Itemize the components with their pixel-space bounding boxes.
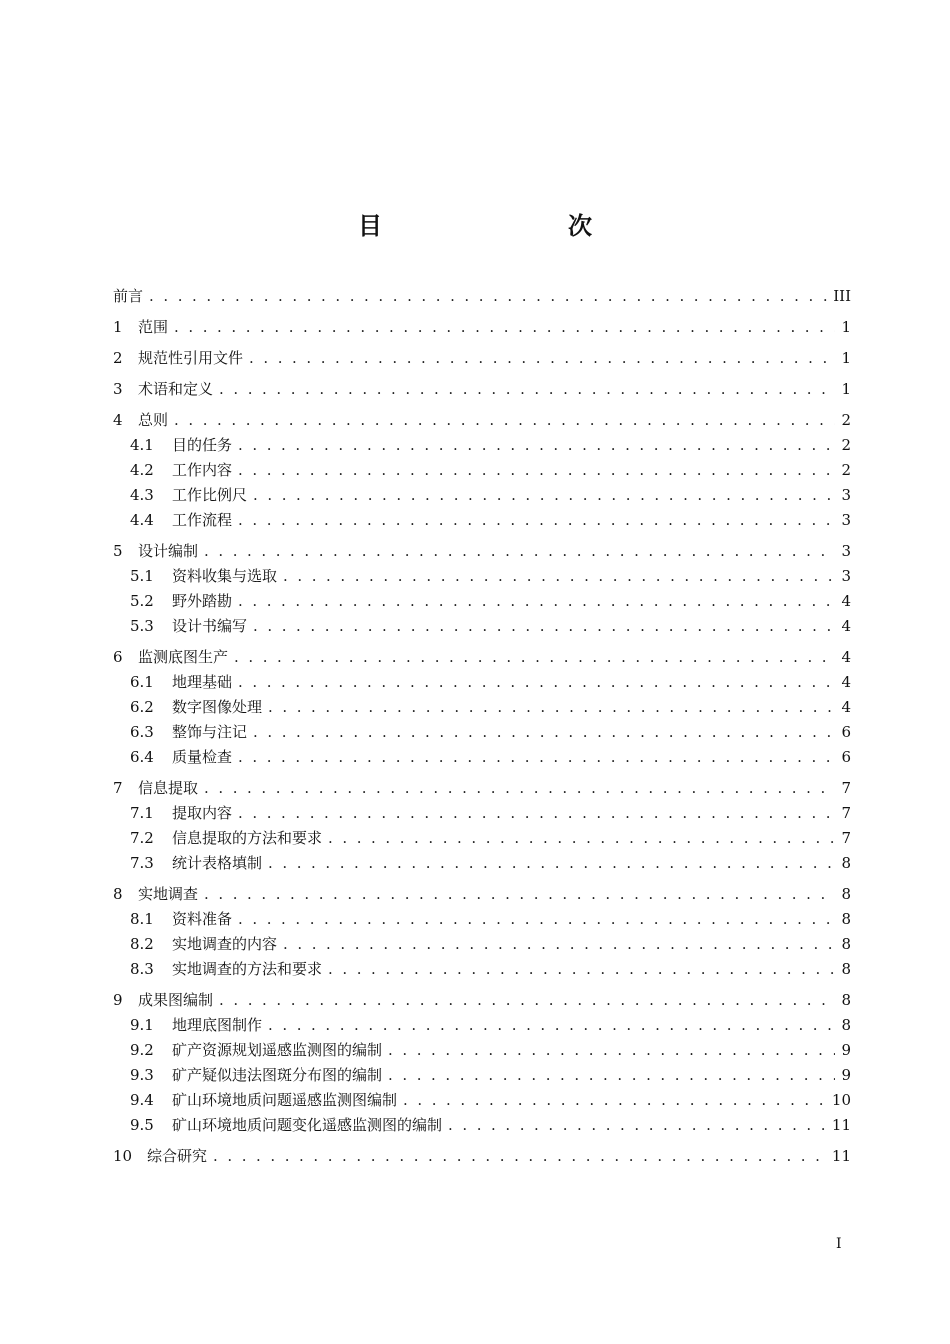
toc-entry[interactable] <box>113 408 851 433</box>
toc-entry-label: 矿产资源规划遥感监测图的编制 <box>172 1041 383 1059</box>
toc-entry-page: 8 <box>841 854 851 872</box>
dot-leader <box>253 483 835 508</box>
toc-entry-page: 9 <box>841 1066 851 1084</box>
dot-leader <box>234 645 835 670</box>
toc-entry-number: 4 <box>113 411 123 429</box>
toc-entry-number: 5.3 <box>130 617 154 635</box>
toc-entry-page: 4 <box>841 648 851 666</box>
toc-entry-number: 5.2 <box>130 592 154 610</box>
toc-entry-number: 3 <box>113 380 123 398</box>
toc-entry-number: 6.1 <box>130 673 154 691</box>
dot-leader <box>448 1113 826 1138</box>
toc-entry-number: 9.3 <box>130 1066 154 1084</box>
toc-entry[interactable] <box>113 1038 851 1063</box>
toc-entry-label: 工作内容 <box>172 461 233 479</box>
toc-entry[interactable] <box>113 539 851 564</box>
toc-entry-label: 野外踏勘 <box>172 592 233 610</box>
toc-entry[interactable] <box>113 882 851 907</box>
toc-entry[interactable] <box>113 433 851 458</box>
toc-entry-number: 9 <box>113 991 123 1009</box>
toc-entry-label: 矿山环境地质问题变化遥感监测图的编制 <box>172 1116 443 1134</box>
toc-entry-page: 8 <box>841 960 851 978</box>
dot-leader <box>204 776 835 801</box>
toc-entry-label: 统计表格填制 <box>172 854 263 872</box>
dot-leader <box>238 433 835 458</box>
toc-entry-page: 6 <box>841 723 851 741</box>
toc-entry-label: 设计编制 <box>138 542 199 560</box>
toc-entry-number: 9.2 <box>130 1041 154 1059</box>
toc-entry[interactable] <box>113 826 851 851</box>
toc-entry-number: 5.1 <box>130 567 154 585</box>
toc-entry-label: 信息提取的方法和要求 <box>172 829 323 847</box>
toc-entry-number: 7 <box>113 779 123 797</box>
toc-entry-number: 5 <box>113 542 123 560</box>
dot-leader <box>388 1038 835 1063</box>
toc-entry[interactable] <box>113 589 851 614</box>
toc-entry[interactable] <box>113 1113 851 1138</box>
toc-entry-page: 3 <box>841 542 851 560</box>
toc-entry-page: 7 <box>841 804 851 822</box>
toc-entry-number: 4.2 <box>130 461 154 479</box>
toc-entry-page: 3 <box>841 567 851 585</box>
toc-entry-number: 10 <box>113 1147 133 1165</box>
dot-leader <box>388 1063 835 1088</box>
dot-leader <box>253 614 835 639</box>
toc-entry-label: 质量检查 <box>172 748 233 766</box>
toc-entry-number: 6.4 <box>130 748 154 766</box>
toc-entry-page: 8 <box>841 935 851 953</box>
toc-entry[interactable] <box>113 932 851 957</box>
toc-entry-page: 4 <box>841 617 851 635</box>
toc-entry-page: 11 <box>831 1116 851 1134</box>
toc-entry-number: 9.1 <box>130 1016 154 1034</box>
dot-leader <box>204 539 835 564</box>
toc-entry[interactable] <box>113 957 851 982</box>
toc-entry-label: 资料准备 <box>172 910 233 928</box>
toc-entry-label: 规范性引用文件 <box>138 349 244 367</box>
toc-entry-number: 1 <box>113 318 123 336</box>
dot-leader <box>403 1088 826 1113</box>
toc-entry[interactable] <box>113 720 851 745</box>
toc-entry-label: 目的任务 <box>172 436 233 454</box>
toc-entry-number: 8.2 <box>130 935 154 953</box>
dot-leader <box>213 1144 826 1169</box>
dot-leader <box>149 284 827 309</box>
toc-entry-number: 6.2 <box>130 698 154 716</box>
toc-entry-page: III <box>833 287 851 305</box>
toc-entry[interactable] <box>113 1088 851 1113</box>
dot-leader <box>238 801 835 826</box>
toc-entry-page: 2 <box>841 411 851 429</box>
toc-entry[interactable] <box>113 801 851 826</box>
toc-entry-number: 7.3 <box>130 854 154 872</box>
toc-entry-page: 8 <box>841 885 851 903</box>
toc-entry-label: 工作比例尺 <box>172 486 248 504</box>
toc-entry-label: 设计书编写 <box>172 617 248 635</box>
toc-entry-page: 9 <box>841 1041 851 1059</box>
toc-entry-page: 1 <box>841 349 851 367</box>
toc-entry-label: 综合研究 <box>147 1147 208 1165</box>
toc-entry[interactable] <box>113 483 851 508</box>
page-number: I <box>836 1236 842 1252</box>
toc-entry[interactable] <box>113 346 851 371</box>
dot-leader <box>268 851 835 876</box>
dot-leader <box>219 988 835 1013</box>
toc-entry-label: 矿产疑似违法图斑分布图的编制 <box>172 1066 383 1084</box>
toc-entry-number: 4.4 <box>130 511 154 529</box>
dot-leader <box>249 346 835 371</box>
dot-leader <box>328 826 835 851</box>
dot-leader <box>204 882 835 907</box>
toc-entry[interactable] <box>113 988 851 1013</box>
dot-leader <box>268 1013 835 1038</box>
dot-leader <box>238 589 835 614</box>
toc-entry-page: 1 <box>841 380 851 398</box>
toc-entry-page: 8 <box>841 910 851 928</box>
toc-entry-label: 数字图像处理 <box>172 698 263 716</box>
toc-entry[interactable] <box>113 458 851 483</box>
toc-entry-number: 2 <box>113 349 123 367</box>
toc-entry[interactable] <box>113 284 851 309</box>
toc-entry-label: 术语和定义 <box>138 380 214 398</box>
dot-leader <box>268 695 835 720</box>
dot-leader <box>238 458 835 483</box>
toc-entry[interactable] <box>113 695 851 720</box>
toc-entry[interactable] <box>113 851 851 876</box>
toc-entry-page: 4 <box>841 592 851 610</box>
toc-entry-number: 4.1 <box>130 436 154 454</box>
toc-entry-label: 成果图编制 <box>138 991 214 1009</box>
toc-entry-label: 提取内容 <box>172 804 233 822</box>
toc-entry-page: 11 <box>831 1147 851 1165</box>
dot-leader <box>328 957 835 982</box>
toc-entry-label: 地理基础 <box>172 673 233 691</box>
toc-entry[interactable] <box>113 1144 851 1169</box>
toc-entry[interactable] <box>113 508 851 533</box>
toc-entry-label: 地理底图制作 <box>172 1016 263 1034</box>
toc-entry-number: 7.2 <box>130 829 154 847</box>
toc-entry-label: 资料收集与选取 <box>172 567 278 585</box>
toc-entry-page: 2 <box>841 436 851 454</box>
toc-entry-page: 10 <box>831 1091 851 1109</box>
toc-entry-label: 矿山环境地质问题遥感监测图编制 <box>172 1091 398 1109</box>
toc-entry-number: 9.4 <box>130 1091 154 1109</box>
toc-entry-label: 监测底图生产 <box>138 648 229 666</box>
toc-entry-page: 6 <box>841 748 851 766</box>
toc-entry[interactable] <box>113 745 851 770</box>
table-of-contents <box>113 284 851 1169</box>
toc-entry-page: 8 <box>841 1016 851 1034</box>
toc-entry-page: 3 <box>841 511 851 529</box>
toc-entry-page: 2 <box>841 461 851 479</box>
toc-entry-number: 9.5 <box>130 1116 154 1134</box>
toc-entry-page: 8 <box>841 991 851 1009</box>
toc-entry-label: 范围 <box>138 318 169 336</box>
dot-leader <box>238 670 835 695</box>
toc-entry-number: 6 <box>113 648 123 666</box>
toc-entry-number: 4.3 <box>130 486 154 504</box>
dot-leader <box>283 564 835 589</box>
toc-entry-label: 总则 <box>138 411 169 429</box>
toc-entry[interactable] <box>113 1063 851 1088</box>
dot-leader <box>253 720 835 745</box>
toc-entry[interactable] <box>113 907 851 932</box>
toc-entry-label: 实地调查的方法和要求 <box>172 960 323 978</box>
toc-entry-label: 实地调查的内容 <box>172 935 278 953</box>
dot-leader <box>283 932 835 957</box>
toc-entry-page: 1 <box>841 318 851 336</box>
toc-entry[interactable] <box>113 645 851 670</box>
toc-entry-number: 8 <box>113 885 123 903</box>
toc-entry[interactable] <box>113 315 851 340</box>
toc-title: 目 次 <box>358 212 638 240</box>
dot-leader <box>238 745 835 770</box>
toc-entry-page: 4 <box>841 698 851 716</box>
toc-entry-page: 7 <box>841 829 851 847</box>
toc-entry-label: 整饰与注记 <box>172 723 248 741</box>
toc-entry[interactable] <box>113 377 851 402</box>
toc-entry-number: 8.3 <box>130 960 154 978</box>
toc-entry-number: 6.3 <box>130 723 154 741</box>
toc-entry[interactable] <box>113 776 851 801</box>
dot-leader <box>174 408 835 433</box>
toc-entry-label: 实地调查 <box>138 885 199 903</box>
dot-leader <box>219 377 835 402</box>
toc-entry[interactable] <box>113 670 851 695</box>
toc-entry-label: 工作流程 <box>172 511 233 529</box>
toc-entry-page: 3 <box>841 486 851 504</box>
toc-entry-number: 8.1 <box>130 910 154 928</box>
toc-entry[interactable] <box>113 564 851 589</box>
dot-leader <box>238 508 835 533</box>
toc-entry-number: 7.1 <box>130 804 154 822</box>
dot-leader <box>174 315 835 340</box>
toc-entry-label: 前言 <box>113 287 144 305</box>
toc-entry-page: 4 <box>841 673 851 691</box>
toc-entry[interactable] <box>113 614 851 639</box>
toc-entry-label: 信息提取 <box>138 779 199 797</box>
toc-entry[interactable] <box>113 1013 851 1038</box>
dot-leader <box>238 907 835 932</box>
toc-entry-page: 7 <box>841 779 851 797</box>
